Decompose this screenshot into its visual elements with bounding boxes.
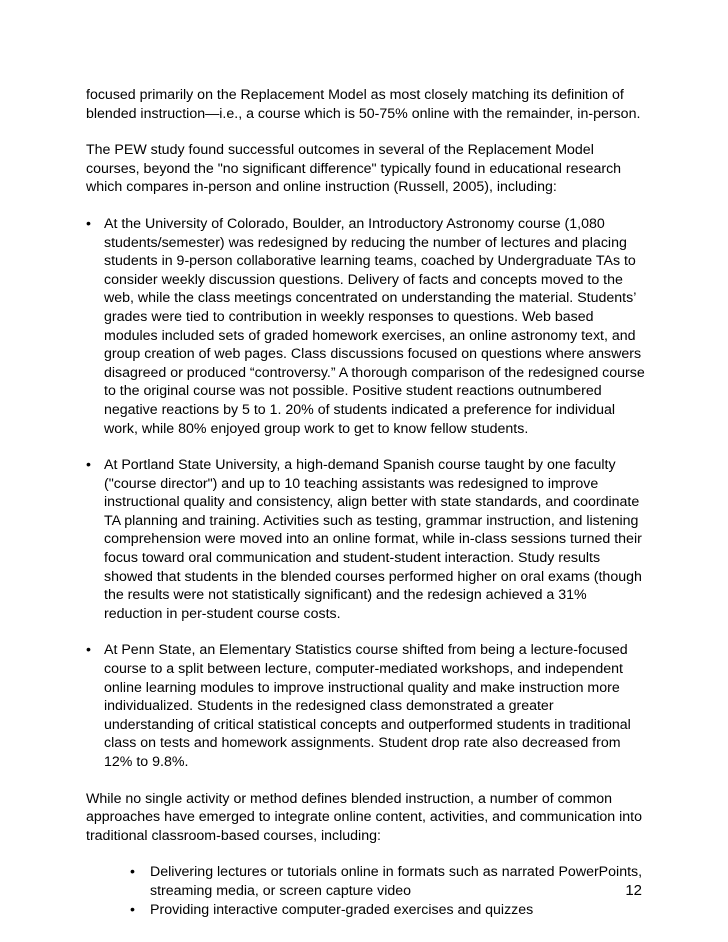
paragraph-approaches: While no single activity or method defines blended instruction, a number of common approaches have emerged to integrate online content, activities, and communication into traditional classroom-based courses, including: [86, 790, 643, 844]
outcomes-list [86, 215, 646, 772]
list-item-interactive-exercises [130, 901, 646, 920]
list-item-text: At the University of Colorado, Boulder, an Introductory Astronomy course (1,080 students/semester) was redesigned by reducing the number of lectures and placing students in 9-person collaborative learning teams, coached by Undergraduate TAs to consider weekly discussion questions. Delivery of facts and concepts moved to the web, while the class meetings concentrated on understanding the material. Students’ grades were tied to contribution in weekly responses to questions. Web based modules included sets of graded homework exercises, an online astronomy text, and group creation of web pages. Class discussions focused on questions where answers disagreed or produced “controversy.” A thorough comparison of the redesigned course to the original course was not possible. Positive student reactions outnumbered negative reactions by 5 to 1. 20% of students indicated a preference for individual work, while 80% enjoyed group work to get to know fellow students. [104, 215, 645, 437]
page-body [86, 86, 646, 919]
list-item-lectures-online [130, 863, 646, 900]
list-item-colorado [86, 215, 646, 438]
bullet-icon: • [130, 864, 135, 881]
page-number: 12 [625, 882, 642, 899]
list-item-penn-state [86, 641, 646, 771]
list-item-text: At Penn State, an Elementary Statistics course shifted from being a lecture-focused course to a split between lecture, computer-mediated workshops, and independent online learning modules to improve instructional quality and make instruction more individualized. Students in the redesigned class demonstrated a greater understanding of critical statistical concepts and outperformed students in traditional class on tests and homework assignments. Student drop rate also decreased from 12% to 9.8%. [104, 642, 631, 770]
paragraph-pew-study: The PEW study found successful outcomes in several of the Replacement Model courses, beyond the "no significant difference" typically found in educational research which compares in-person and online instruction (Russell, 2005), including: [86, 142, 622, 196]
list-item-text: Providing interactive computer-graded exercises and quizzes [150, 901, 534, 918]
list-item-text: Delivering lectures or tutorials online in formats such as narrated PowerPoints, streaming media, or screen capture video [150, 864, 643, 899]
paragraph-intro: focused primarily on the Replacement Model as most closely matching its definition of blended instruction—i.e., a course which is 50-75% online with the remainder, in-person. [86, 87, 641, 122]
bullet-icon: • [86, 457, 91, 474]
bullet-icon: • [130, 901, 135, 918]
list-item-text: At Portland State University, a high-demand Spanish course taught by one faculty ("course director") and up to 10 teaching assistants was redesigned to improve instructional quality and consistency, align better with state standards, and coordinate TA planning and training. Activities such as testing, grammar instruction, and listening comprehension were moved into an online format, while in-class sessions turned their focus toward oral communication and student-student interaction. Study results showed that students in the blended courses performed higher on oral exams (though the results were not statistically significant) and the redesign achieved a 31% reduction in per-student course costs. [104, 457, 642, 622]
list-item-portland [86, 456, 646, 623]
bullet-icon: • [86, 215, 91, 232]
bullet-icon: • [86, 642, 91, 659]
approaches-list [86, 863, 646, 919]
